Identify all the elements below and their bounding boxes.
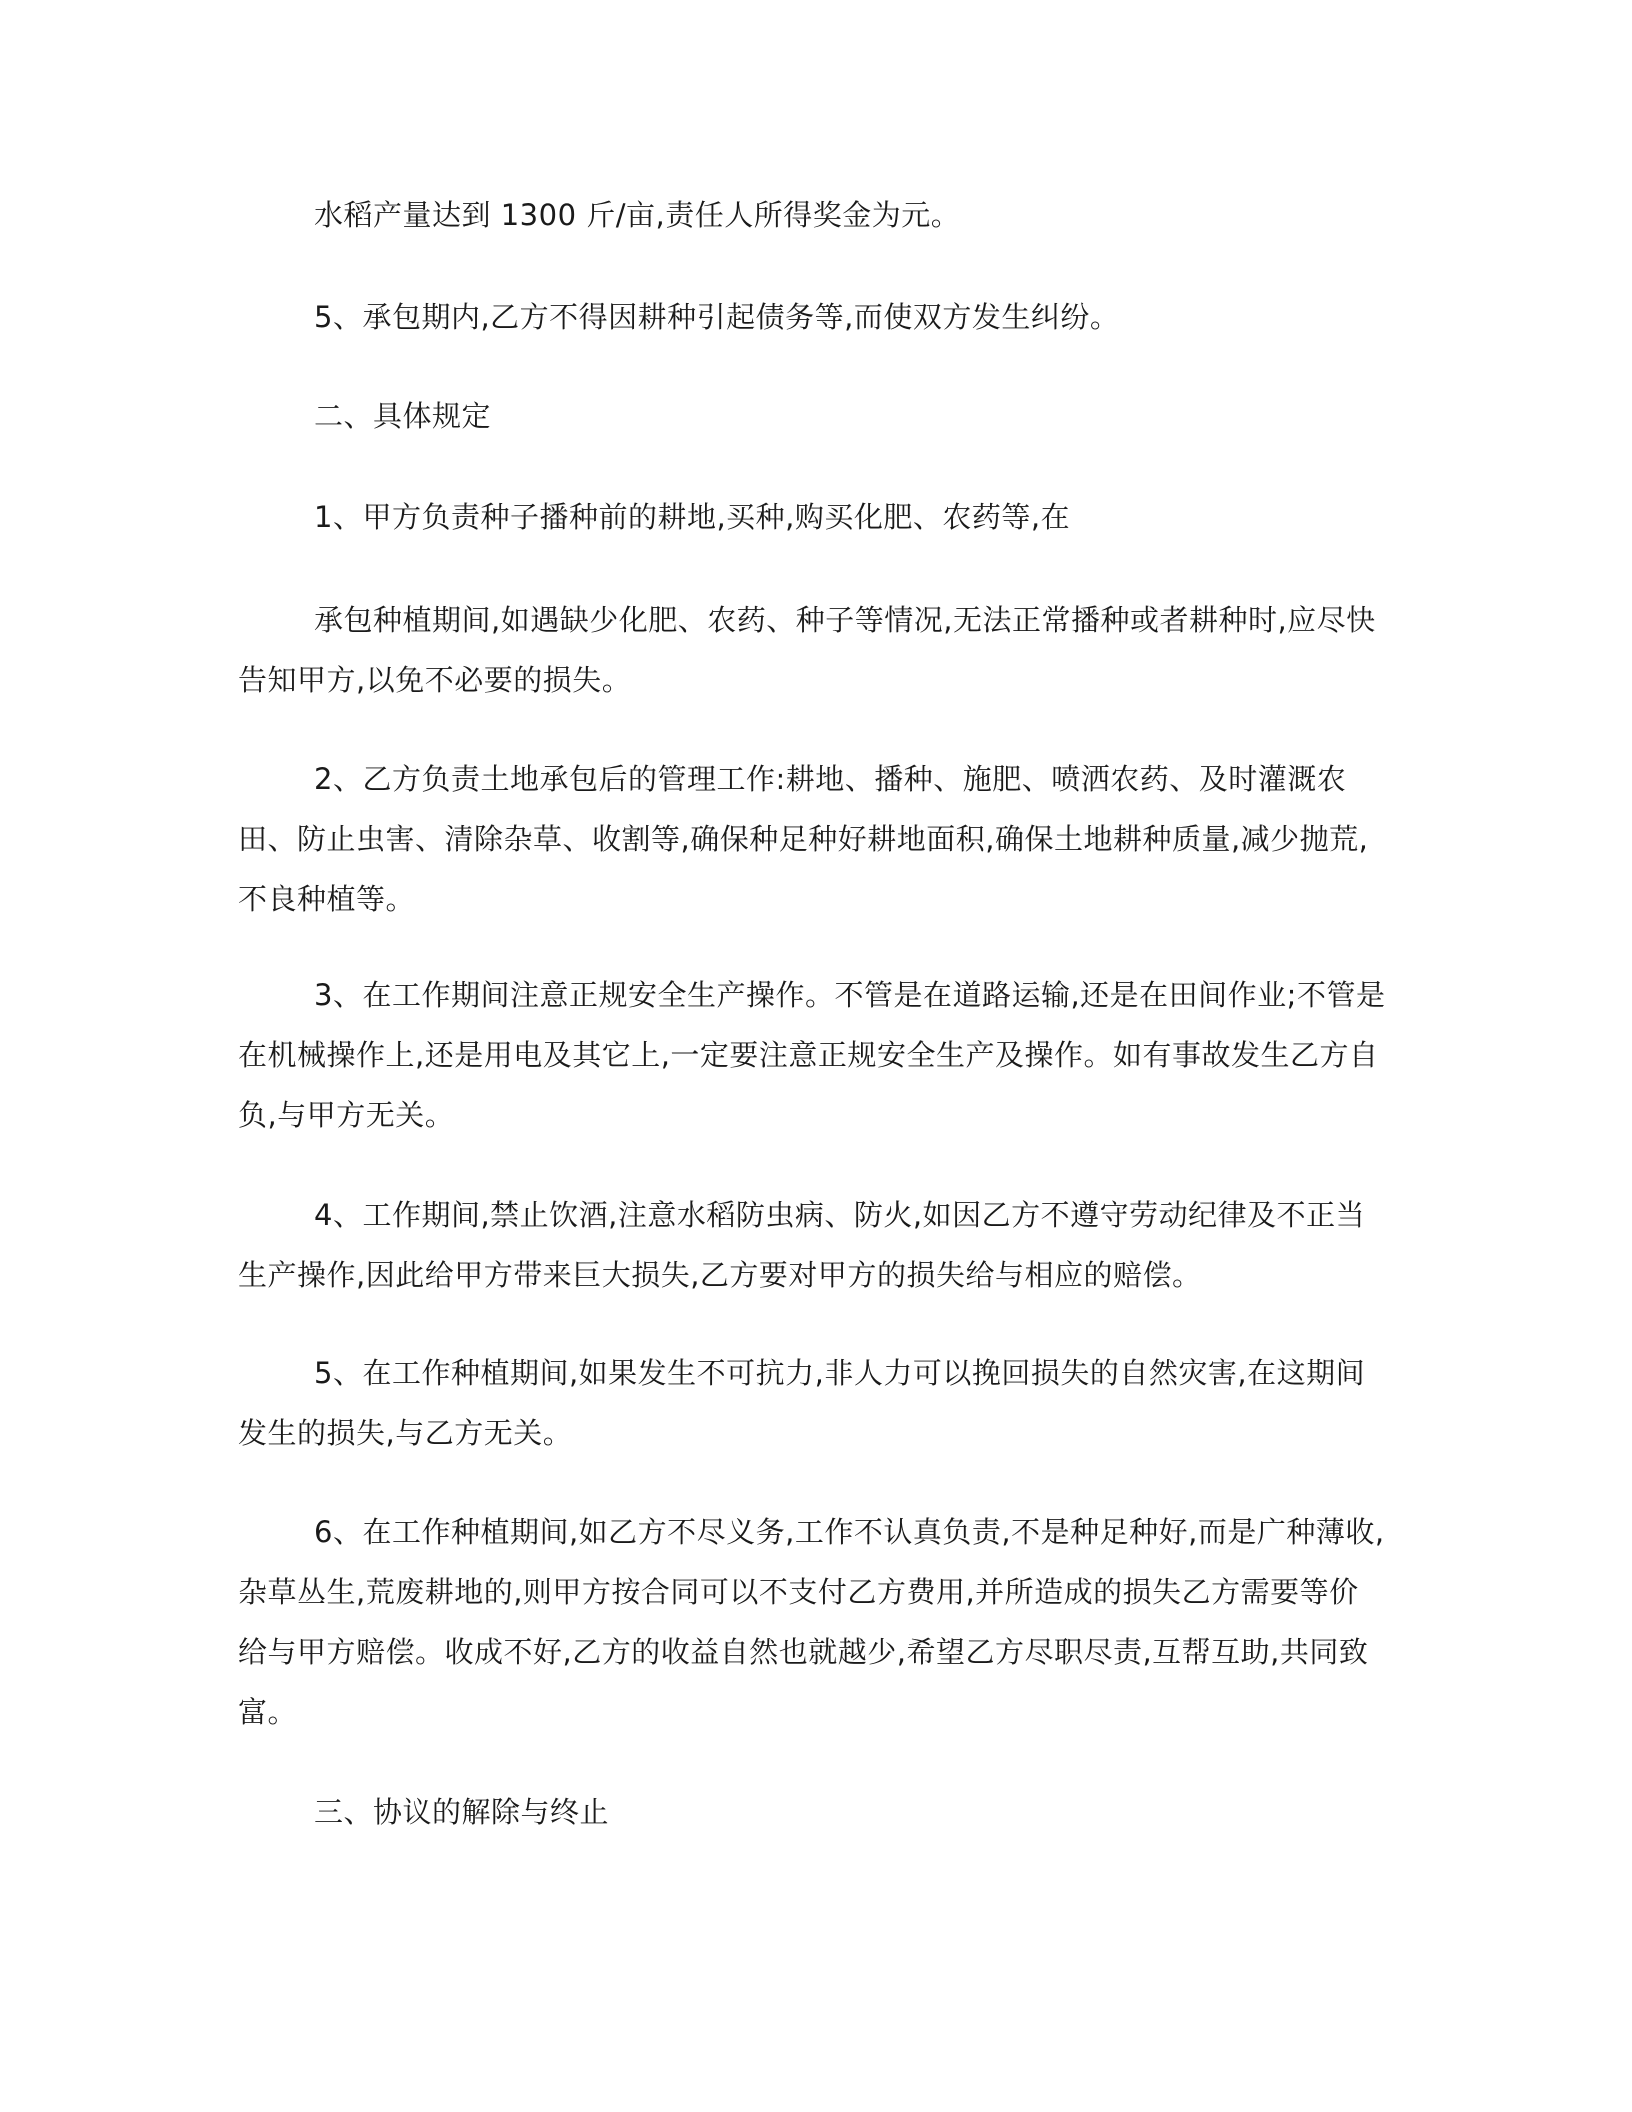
paragraph-rule-5: 5、在工作种植期间,如果发生不可抗力,非人力可以挽回损失的自然灾害,在这期间发生的损失,与乙方无关。 xyxy=(238,1356,1366,1450)
paragraph-rule-1-continued: 承包种植期间,如遇缺少化肥、农药、种子等情况,无法正常播种或者耕种时,应尽快告知甲方,以免不必要的损失。 xyxy=(238,603,1376,697)
paragraph-rule-3: 3、在工作期间注意正规安全生产操作。不管是在道路运输,还是在田间作业;不管是在机械操作上,还是用电及其它上,一定要注意正规安全生产及操作。如有事故发生乙方自负,与甲方无关。 xyxy=(238,978,1386,1132)
paragraph-clause-5-debt: 5、承包期内,乙方不得因耕种引起债务等,而使双方发生纠纷。 xyxy=(314,300,1120,334)
paragraph-rule-6: 6、在工作种植期间,如乙方不尽义务,工作不认真负责,不是种足种好,而是广种薄收,杂草丛生,荒废耕地的,则甲方按合同可以不支付乙方费用,并所造成的损失乙方需要等价给与甲方赔偿。收成不好,乙方的收益自然也就越少,希望乙方尽职尽责,互帮互助,共同致富。 xyxy=(238,1515,1385,1729)
paragraph-rule-4: 4、工作期间,禁止饮酒,注意水稻防虫病、防火,如因乙方不遵守劳动纪律及不正当生产操作,因此给甲方带来巨大损失,乙方要对甲方的损失给与相应的赔偿。 xyxy=(238,1198,1366,1292)
paragraph-rule-1: 1、甲方负责种子播种前的耕地,买种,购买化肥、农药等,在 xyxy=(314,500,1071,534)
paragraph-yield-bonus: 水稻产量达到 1300 斤/亩,责任人所得奖金为元。 xyxy=(314,198,961,232)
paragraph-rule-2: 2、乙方负责土地承包后的管理工作:耕地、播种、施肥、喷洒农药、及时灌溉农田、防止虫害、清除杂草、收割等,确保种足种好耕地面积,确保土地耕种质量,减少抛荒,不良种植等。 xyxy=(238,762,1369,916)
section-heading-termination: 三、协议的解除与终止 xyxy=(314,1795,610,1829)
section-heading-specific-rules: 二、具体规定 xyxy=(314,399,492,433)
